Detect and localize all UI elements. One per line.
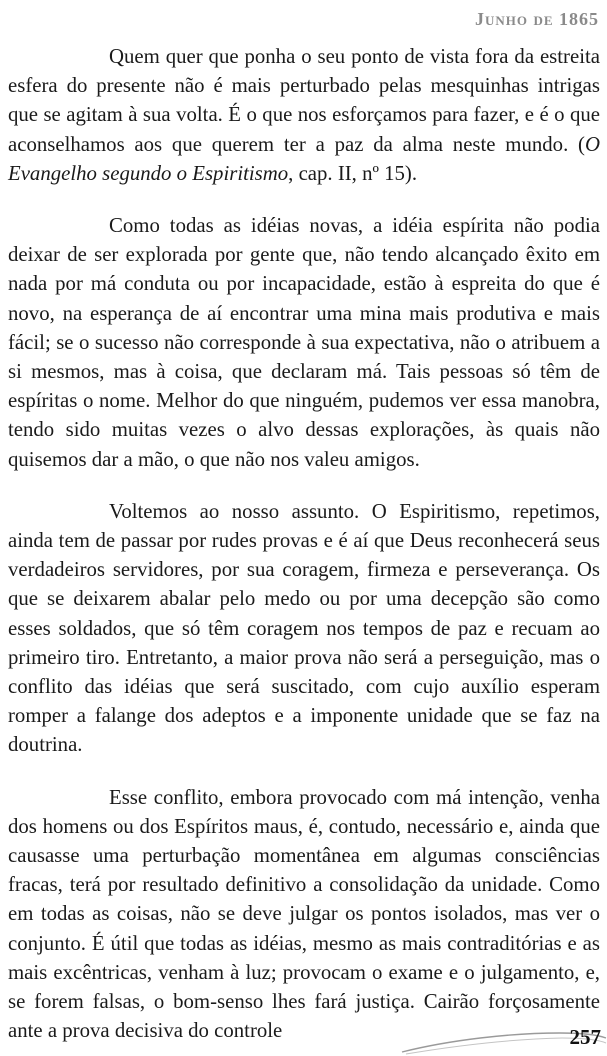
- paragraph-3: Voltemos ao nosso assunto. O Espiritismo, repetimos, ainda tem de passar por rudes provas e é aí que Deus reconhecerá seus verdadeiros servidores, por sua coragem, firmeza e perseverança. Os que se deixarem abalar pelo medo ou por uma decepção são como esses soldados, que só têm coragem nos tempos de paz e recuam ao primeiro tiro. Entretanto, a maior prova não será a perseguição, mas o conflito das idéias que será suscitado, com cujo auxílio esperam romper a falange dos adeptos e a imponente unidade que se faz na doutrina.: [8, 499, 600, 757]
- text-column: [8, 42, 600, 1046]
- page-footer: [0, 1018, 607, 1056]
- paragraph-2: Como todas as idéias novas, a idéia espírita não podia deixar de ser explorada por gente que, não tendo alcançado êxito em nada por má conduta ou por incapacidade, estão à espreita do que é novo, na esperança de aí encontrar uma mina mais produtiva e mais fácil; se o sucesso não corresponde à sua expectativa, não o atribuem a si mesmos, mas à coisa, que declaram má. Tais pessoas só têm de espíritas o nome. Melhor do que ninguém, pudemos ver essa manobra, tendo sido muitas vezes o alvo dessas explorações, às quais não quisemos dar a mão, o que não nos valeu amigos.: [8, 214, 600, 471]
- paragraph-4: Esse conflito, embora provocado com má intenção, venha dos homens ou dos Espíritos maus, é, contudo, necessário e, ainda que causasse uma perturbação momentânea em algumas consciências fracas, terá por resultado definitivo a consolidação da unidade. Como em todas as coisas, não se deve julgar os pontos isolados, mas ver o conjunto. É útil que todas as idéias, mesmo as mais contraditórias e as mais excêntricas, venham à luz; provocam o exame e o julgamento, e, se forem falsas, o bom-senso lhes fará justiça. Cairão forçosamente ante a prova decisiva do controle: [8, 785, 600, 1043]
- book-title: O Evangelho segundo o Espiritismo: [8, 132, 600, 185]
- running-header: Junho de 1865: [474, 9, 599, 29]
- paragraph-1-reference: , cap. II, nº 15).: [288, 161, 418, 185]
- page-number: 257: [569, 1025, 601, 1049]
- paragraph-1-text: Quem quer que ponha o seu ponto de vista fora da estreita esfera do presente não é mais perturbado pelas mesquinhas intrigas que se agitam à sua volta. É o que nos esforçamos para fazer, e é o que aconselhamos aos que querem ter a paz da alma neste mundo. (: [8, 45, 600, 156]
- paragraph-1: [8, 42, 600, 188]
